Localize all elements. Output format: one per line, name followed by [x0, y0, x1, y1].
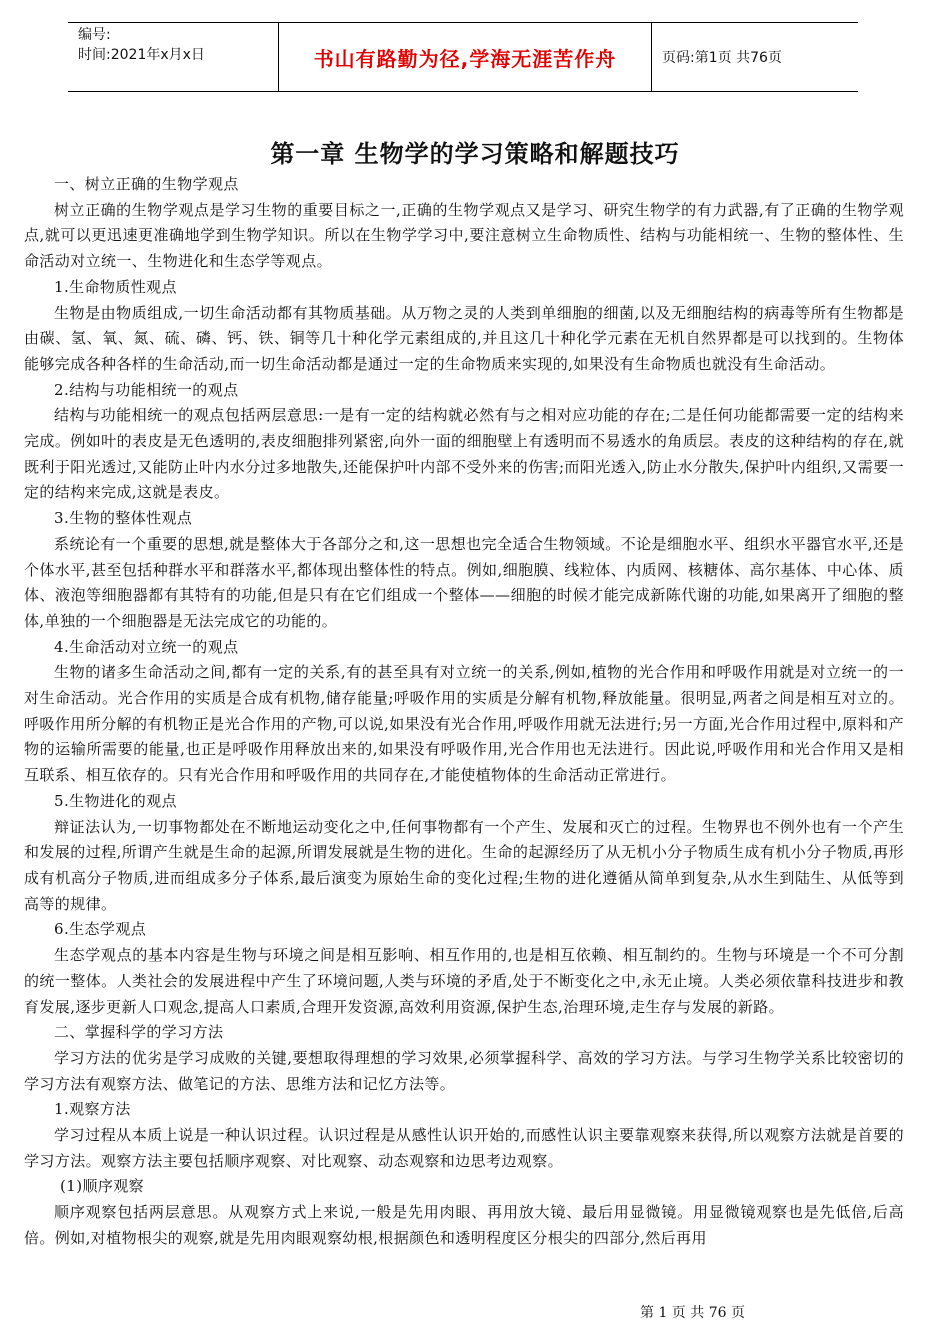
page-header — [68, 22, 858, 92]
paragraph: 学习方法的优劣是学习成败的关键,要想取得理想的学习效果,必须掌握科学、高效的学习方法。与学习生物学关系比较密切的学习方法有观察方法、做笔记的方法、思维方法和记忆方法等。 — [24, 1048, 904, 1093]
paragraph: 树立正确的生物学观点是学习生物的重要目标之一,正确的生物学观点又是学习、研究生物学的有力武器,有了正确的生物学观点,就可以更迅速更准确地学到生物学知识。所以在生物学学习中,要注意树立生命物质性、结构与功能相统一、生物的整体性、生命活动对立统一、生物进化和生态学等观点。 — [24, 200, 904, 271]
header-right-cell — [652, 23, 782, 91]
subsection-heading: 5.生物进化的观点 — [54, 791, 177, 810]
subsection-heading: 4.生命活动对立统一的观点 — [54, 637, 239, 656]
subsection-heading: 6.生态学观点 — [54, 920, 147, 939]
header-middle-cell — [278, 23, 652, 91]
subsection-heading: 1.生命物质性观点 — [54, 277, 177, 296]
paragraph: 生物的诸多生命活动之间,都有一定的关系,有的甚至具有对立统一的关系,例如,植物的光合作用和呼吸作用就是对立统一的一对生命活动。光合作用的实质是合成有机物,储存能量;呼吸作用的实质是分解有机物,释放能量。很明显,两者之间是相互对立的。呼吸作用所分解的有机物正是光合作用的产物,可以说,如果没有光合作用,呼吸作用就无法进行;另一方面,光合作用过程中,原料和产物的运输所需要的能量,也正是呼吸作用释放出来的,如果没有呼吸作用,光合作用也无法进行。因此说,呼吸作用和光合作用又是相互联系、相互依存的。只有光合作用和呼吸作用的共同存在,才能使植物体的生命活动正常进行。 — [24, 663, 904, 785]
paragraph: 生物是由物质组成,一切生命活动都有其物质基础。从万物之灵的人类到单细胞的细菌,以及无细胞结构的病毒等所有生物都是由碳、氢、氧、氮、硫、磷、钙、铁、铜等几十种化学元素组成的,并且这几十种化学元素在无机自然界都是可以找到的。生物体能够完成各种各样的生命活动,而一切生命活动都是通过一定的生命物质来实现的,如果没有生命物质也就没有生命活动。 — [24, 303, 904, 373]
paragraph: 生态学观点的基本内容是生物与环境之间是相互影响、相互作用的,也是相互依赖、相互制约的。生物与环境是一个不可分割的统一整体。人类社会的发展进程中产生了环境问题,人类与环境的矛盾,处于不断变化之中,永无止境。人类必须依靠科技进步和教育发展,逐步更新人口观念,提高人口素质,合理开发资源,高效利用资源,保护生态,治理环境,走生存与发展的新路。 — [24, 946, 904, 1016]
number-label: 编号: — [78, 27, 111, 43]
paragraph: 辩证法认为,一切事物都处在不断地运动变化之中,任何事物都有一个产生、发展和灭亡的过程。生物界也不例外也有一个产生和发展的过程,所谓产生就是生命的起源,所谓发展就是生物的进化。生命的起源经历了从无机小分子物质生成有机小分子物质,再形成有机高分子物质,进而组成多分子体系,最后演变为原始生命的变化过程;生物的进化遵循从简单到复杂,从水生到陆生、从低等到高等的规律。 — [24, 817, 904, 913]
page-footer: 第 1 页 共 76 页 — [640, 1305, 745, 1321]
motto: 书山有路勤为径,学海无涯苦作舟 — [313, 46, 617, 71]
subsection-heading: 1.观察方法 — [54, 1100, 131, 1119]
section-heading: 一、树立正确的生物学观点 — [54, 175, 239, 193]
header-left-cell — [68, 23, 278, 91]
paragraph: 顺序观察包括两层意思。从观察方式上来说,一般是先用肉眼、再用放大镜、最后用显微镜。用显微镜观察也是先低倍,后高倍。例如,对植物根尖的观察,就是先用肉眼观察幼根,根据颜色和透明程度区分根尖的四部分,然后再用 — [24, 1203, 904, 1247]
section-heading: 二、掌握科学的学习方法 — [54, 1023, 224, 1042]
subsection-heading: 3.生物的整体性观点 — [54, 509, 193, 528]
paragraph: 学习过程从本质上说是一种认识过程。认识过程是从感性认识开始的,而感性认识主要靠观察来获得,所以观察方法就是首要的学习方法。观察方法主要包括顺序观察、对比观察、动态观察和边思考边观察。 — [24, 1126, 904, 1170]
subsection-heading: 2.结构与功能相统一的观点 — [54, 380, 239, 399]
time-label: 时间:2021年x月x日 — [78, 47, 205, 63]
chapter-title: 第一章 生物学的学习策略和解题技巧 — [270, 140, 680, 168]
document-body — [24, 172, 904, 1252]
subsection-heading: (1)顺序观察 — [60, 1177, 145, 1196]
paragraph: 结构与功能相统一的观点包括两层意思:一是有一定的结构就必然有与之相对应功能的存在;二是任何功能都需要一定的结构来完成。例如叶的表皮是无色透明的,表皮细胞排列紧密,向外一面的细胞壁上有透明而不易透水的角质层。表皮的这种结构的存在,就既利于阳光透过,又能防止叶内水分过多地散失,还能保护叶内部不受外来的伤害;而阳光透入,防止水分散失,保护叶内组织,又需要一定的结构来完成,这就是表皮。 — [24, 406, 904, 502]
paragraph: 系统论有一个重要的思想,就是整体大于各部分之和,这一思想也完全适合生物领域。不论是细胞水平、组织水平器官水平,还是个体水平,甚至包括种群水平和群落水平,都体现出整体性的特点。例如,细胞膜、线粒体、内质网、核糖体、高尔基体、中心体、质体、液泡等细胞器都有其特有的功能,但是只有在它们组成一个整体——细胞的时候才能完成新陈代谢的功能,如果离开了细胞的整体,单独的一个细胞器是无法完成它的功能的。 — [24, 534, 904, 630]
page-info: 页码:第1页 共76页 — [662, 50, 782, 66]
